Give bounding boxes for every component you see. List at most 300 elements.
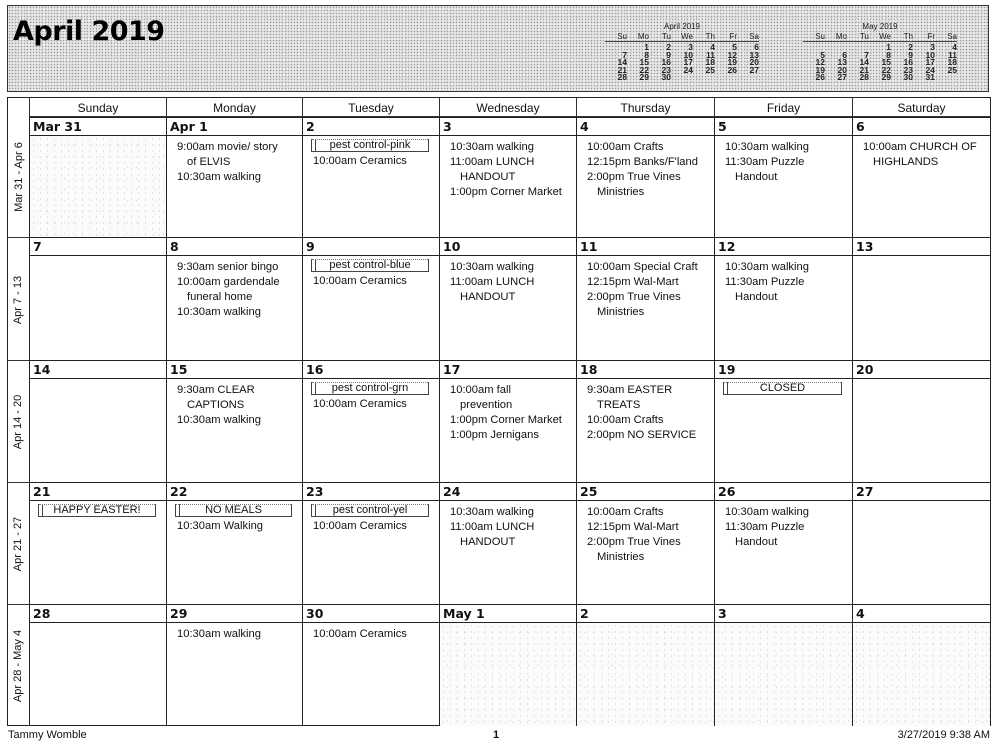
event-title: 2:00pm True Vines — [587, 171, 681, 183]
day-date-label: 2 — [577, 604, 714, 623]
event-title: 2:00pm True Vines — [587, 291, 681, 303]
mini-calendar-day[interactable]: 4 — [952, 42, 957, 52]
event-title: 2:00pm NO SERVICE — [587, 429, 697, 441]
event-item[interactable] — [177, 305, 298, 320]
event-title-continued: CAPTIONS — [187, 399, 245, 411]
mini-calendar-day[interactable]: 28 — [617, 72, 627, 82]
event-item[interactable] — [863, 140, 986, 170]
week-range-text: Apr 14 - 20 — [12, 394, 25, 450]
day-body — [577, 501, 714, 604]
mini-calendar-day[interactable]: 19 — [815, 64, 825, 75]
event-title: 10:30am walking — [450, 261, 534, 273]
out-of-month-shading — [715, 623, 852, 726]
day-date-label: 3 — [715, 604, 852, 623]
day-body — [440, 256, 576, 360]
event-list — [313, 274, 435, 289]
event-item[interactable] — [725, 275, 848, 305]
event-list — [177, 627, 298, 642]
mini-calendar-weekday: Th — [693, 32, 715, 42]
mini-calendar-day[interactable]: 14 — [859, 57, 869, 67]
day-date-label: 10 — [440, 237, 576, 256]
event-item[interactable] — [313, 154, 435, 169]
day-date-label: 21 — [30, 482, 166, 501]
event-title-continued: prevention — [460, 399, 513, 411]
out-of-month-shading — [853, 623, 990, 726]
mini-calendar-day[interactable]: 27 — [749, 64, 759, 75]
event-list — [313, 154, 435, 169]
footer-print-timestamp: 3/27/2019 9:38 AM — [897, 729, 990, 741]
event-item[interactable] — [450, 520, 572, 550]
mini-calendar-day[interactable]: 2 — [666, 42, 671, 52]
day-cell[interactable] — [166, 117, 302, 237]
day-date-label: 18 — [577, 360, 714, 379]
day-cell[interactable] — [576, 604, 714, 726]
day-date-label: 20 — [853, 360, 990, 379]
event-title: 1:00pm Corner Market — [450, 414, 562, 426]
mini-calendar-day[interactable]: 11 — [948, 49, 957, 60]
event-item[interactable] — [313, 274, 435, 289]
mini-calendar-day[interactable]: 6 — [754, 42, 759, 52]
day-cell[interactable] — [714, 360, 852, 482]
event-list — [177, 140, 298, 185]
event-item[interactable] — [450, 260, 572, 275]
event-item[interactable] — [313, 519, 435, 534]
mini-calendar-day[interactable]: 23 — [903, 64, 913, 75]
event-list — [450, 260, 572, 305]
day-cell[interactable] — [852, 604, 990, 726]
event-item[interactable] — [450, 413, 572, 428]
event-title: 12:15pm Wal-Mart — [587, 521, 679, 533]
day-cell[interactable] — [576, 482, 714, 604]
day-header-saturday: Saturday — [852, 97, 990, 117]
mini-calendar-day[interactable]: 9 — [908, 49, 913, 60]
all-day-event-banner[interactable]: HAPPY EASTER! — [38, 504, 156, 517]
mini-calendar-day[interactable]: 23 — [661, 64, 671, 75]
event-list — [177, 260, 298, 320]
event-list — [725, 260, 848, 305]
event-item[interactable] — [313, 627, 435, 642]
event-title: 10:30am walking — [177, 628, 261, 640]
mini-calendar-day[interactable]: 21 — [617, 64, 627, 75]
event-title: 10:00am Crafts — [587, 414, 664, 426]
day-date-label: 11 — [577, 237, 714, 256]
event-item[interactable] — [177, 383, 298, 413]
mini-calendar-weekday: Su — [803, 32, 825, 42]
mini-calendar-day[interactable]: 9 — [666, 49, 671, 60]
page-title: April 2019 — [13, 16, 165, 47]
day-body — [303, 379, 439, 482]
out-of-month-shading — [30, 136, 166, 237]
event-title-continued: HANDOUT — [460, 171, 516, 183]
week-label — [8, 117, 29, 237]
day-cell[interactable] — [852, 237, 990, 360]
mini-calendar-day[interactable]: 25 — [947, 64, 957, 75]
event-item[interactable] — [587, 170, 710, 200]
day-date-label: Apr 1 — [167, 117, 302, 136]
mini-calendar-day[interactable]: 8 — [644, 49, 649, 60]
mini-calendar-day[interactable]: 1 — [886, 42, 891, 52]
mini-calendar-day[interactable]: 30 — [661, 72, 671, 82]
event-item[interactable] — [177, 519, 298, 534]
day-cell[interactable] — [852, 360, 990, 482]
all-day-event-banner[interactable]: pest control-grn — [311, 382, 429, 395]
day-body — [30, 501, 166, 604]
out-of-month-shading — [577, 623, 714, 726]
day-cell[interactable] — [714, 237, 852, 360]
day-date-label: 5 — [715, 117, 852, 136]
mini-calendar-weekday: We — [869, 32, 891, 42]
mini-calendar-day[interactable]: 16 — [903, 57, 913, 67]
day-date-label: 8 — [167, 237, 302, 256]
event-item[interactable] — [450, 275, 572, 305]
mini-calendar-day[interactable]: 21 — [859, 64, 869, 75]
day-cell[interactable] — [29, 482, 166, 604]
day-body — [440, 501, 576, 604]
event-title: 10:30am Walking — [177, 520, 264, 532]
mini-calendar-day[interactable]: 20 — [749, 57, 759, 67]
event-title: 11:00am LUNCH — [450, 521, 535, 533]
day-cell[interactable] — [576, 117, 714, 237]
day-cell[interactable] — [439, 237, 576, 360]
day-date-label: 6 — [853, 117, 990, 136]
event-title: 10:30am walking — [725, 261, 809, 273]
event-item[interactable] — [177, 275, 298, 305]
day-cell[interactable] — [439, 604, 576, 726]
event-item[interactable] — [587, 260, 710, 275]
event-title-continued: Handout — [735, 291, 778, 303]
event-item[interactable] — [587, 428, 710, 443]
day-date-label: 13 — [853, 237, 990, 256]
day-body — [303, 623, 439, 726]
mini-calendar-day[interactable]: 28 — [859, 72, 869, 82]
day-cell[interactable] — [576, 237, 714, 360]
week-label — [8, 482, 29, 605]
footer-page-number: 1 — [493, 729, 500, 741]
event-item[interactable] — [587, 275, 710, 290]
day-body — [577, 136, 714, 237]
day-cell[interactable] — [166, 482, 302, 604]
event-item[interactable] — [450, 140, 572, 155]
event-title-continued: of ELVIS — [187, 156, 231, 168]
event-item[interactable] — [450, 505, 572, 520]
mini-calendar-day[interactable]: 12 — [727, 49, 737, 60]
day-date-label: 29 — [167, 604, 302, 623]
event-list — [725, 505, 848, 550]
day-date-label: 22 — [167, 482, 302, 501]
mini-calendar-day[interactable]: 13 — [837, 57, 847, 67]
event-title: 10:30am walking — [450, 506, 534, 518]
event-title: 10:00am Crafts — [587, 141, 664, 153]
day-body — [853, 256, 990, 360]
event-title: 10:00am Ceramics — [313, 275, 407, 287]
event-title-continued: Handout — [735, 171, 778, 183]
day-cell[interactable] — [166, 604, 302, 726]
event-title-continued: funeral home — [187, 291, 253, 303]
event-item[interactable] — [450, 428, 572, 443]
mini-calendar-title: May 2019 — [862, 22, 898, 31]
event-item[interactable] — [725, 520, 848, 550]
day-date-label: 26 — [715, 482, 852, 501]
day-cell[interactable] — [302, 604, 439, 726]
day-header-monday: Monday — [166, 97, 302, 117]
event-item[interactable] — [725, 140, 848, 155]
event-item[interactable] — [587, 505, 710, 520]
event-item[interactable] — [450, 155, 572, 185]
day-cell[interactable] — [29, 604, 166, 726]
mini-calendar-day[interactable]: 11 — [706, 49, 715, 60]
mini-calendar-day[interactable]: 18 — [947, 57, 957, 67]
event-title: 10:00am Ceramics — [313, 520, 407, 532]
mini-calendar-day — [671, 74, 693, 82]
day-cell[interactable] — [714, 604, 852, 726]
mini-calendar-day[interactable]: 31 — [925, 72, 935, 82]
event-item[interactable] — [177, 627, 298, 642]
all-day-event-banner[interactable]: NO MEALS — [175, 504, 292, 517]
day-cell[interactable] — [439, 117, 576, 237]
mini-calendar-day[interactable]: 24 — [925, 64, 935, 75]
mini-calendar-day[interactable]: 3 — [930, 42, 935, 52]
event-title-continued: HANDOUT — [460, 291, 516, 303]
mini-calendar-day[interactable]: 17 — [925, 57, 935, 67]
mini-calendar-weekday: Tu — [649, 32, 671, 42]
day-date-label: 27 — [853, 482, 990, 501]
event-title-continued: TREATS — [597, 399, 641, 411]
day-cell[interactable] — [166, 360, 302, 482]
event-item[interactable] — [177, 413, 298, 428]
week-label — [8, 604, 29, 727]
mini-calendar-day[interactable]: 6 — [842, 49, 847, 60]
calendar-header — [7, 5, 989, 92]
mini-calendar-day[interactable]: 5 — [820, 49, 825, 60]
mini-calendar-weekday: Mo — [825, 32, 847, 42]
event-item[interactable] — [177, 170, 298, 185]
mini-calendar-day[interactable]: 30 — [903, 72, 913, 82]
day-cell[interactable] — [439, 482, 576, 604]
event-title: 9:30am EASTER — [587, 384, 673, 396]
event-title: 10:30am walking — [450, 141, 534, 153]
mini-calendar-day[interactable]: 29 — [881, 72, 891, 82]
event-title: 9:30am CLEAR — [177, 384, 255, 396]
day-body — [167, 136, 302, 237]
event-item[interactable] — [587, 413, 710, 428]
event-title: 10:00am fall — [450, 384, 511, 396]
mini-calendar-day[interactable]: 15 — [881, 57, 891, 67]
event-title: 10:30am walking — [725, 506, 809, 518]
day-date-label: 2 — [303, 117, 439, 136]
mini-calendar-day[interactable]: 4 — [710, 42, 715, 52]
event-list — [587, 260, 710, 320]
mini-calendar-title: April 2019 — [663, 22, 701, 31]
event-list — [313, 519, 435, 534]
event-item[interactable] — [725, 260, 848, 275]
mini-calendar-day[interactable]: 22 — [639, 64, 649, 75]
event-list — [450, 505, 572, 550]
mini-calendar-day[interactable]: 8 — [886, 49, 891, 60]
day-body — [440, 136, 576, 237]
event-item[interactable] — [587, 383, 710, 413]
mini-calendar-day[interactable]: 13 — [749, 49, 759, 60]
mini-calendar-day[interactable]: 27 — [837, 72, 847, 82]
mini-calendar-may — [803, 22, 957, 82]
event-item[interactable] — [177, 260, 298, 275]
mini-calendar-day[interactable]: 10 — [683, 49, 693, 60]
mini-calendar-day[interactable]: 3 — [688, 42, 693, 52]
week-label — [8, 237, 29, 361]
day-header-sunday: Sunday — [29, 97, 166, 117]
mini-calendar-day — [737, 74, 759, 82]
mini-calendar-day[interactable]: 19 — [727, 57, 737, 67]
mini-calendar-weekday: Sa — [737, 32, 759, 42]
day-date-label: 24 — [440, 482, 576, 501]
day-cell[interactable] — [29, 360, 166, 482]
day-body — [577, 256, 714, 360]
event-item[interactable] — [587, 520, 710, 535]
mini-calendar-day[interactable]: 12 — [815, 57, 825, 67]
event-item[interactable] — [725, 155, 848, 185]
mini-calendar-day[interactable]: 26 — [727, 64, 737, 75]
all-day-event-banner[interactable]: pest control-yel — [311, 504, 429, 517]
day-date-label: 23 — [303, 482, 439, 501]
event-item[interactable] — [450, 185, 572, 200]
week-range-text: Mar 31 - Apr 6 — [12, 142, 25, 212]
day-cell[interactable] — [714, 117, 852, 237]
day-body — [303, 256, 439, 360]
mini-calendar-day[interactable]: 16 — [661, 57, 671, 67]
event-title: 10:00am Ceramics — [313, 155, 407, 167]
all-day-event-banner[interactable]: CLOSED — [723, 382, 842, 395]
all-day-event-banner[interactable]: pest control-pink — [311, 139, 429, 152]
day-body — [303, 136, 439, 237]
day-body — [715, 136, 852, 237]
day-body — [30, 623, 166, 726]
mini-calendar-day[interactable]: 20 — [837, 64, 847, 75]
event-title-continued: Ministries — [597, 186, 645, 198]
mini-calendar-day[interactable]: 15 — [639, 57, 649, 67]
mini-calendar-day[interactable]: 25 — [705, 64, 715, 75]
event-list — [313, 627, 435, 642]
day-date-label: 25 — [577, 482, 714, 501]
mini-calendar-day[interactable]: 7 — [864, 49, 869, 60]
mini-calendar-weekday: Fr — [913, 32, 935, 42]
event-item[interactable] — [587, 140, 710, 155]
day-date-label: 4 — [853, 604, 990, 623]
day-date-label: 30 — [303, 604, 439, 623]
event-list — [177, 519, 298, 534]
mini-calendar-day[interactable]: 18 — [705, 57, 715, 67]
event-list — [863, 140, 986, 170]
day-cell[interactable] — [852, 117, 990, 237]
all-day-event-banner[interactable]: pest control-blue — [311, 259, 429, 272]
mini-calendar-day[interactable]: 7 — [622, 49, 627, 60]
event-item[interactable] — [587, 155, 710, 170]
day-body — [303, 501, 439, 604]
day-body — [30, 256, 166, 360]
event-title: 10:00am gardendale — [177, 276, 280, 288]
mini-calendar-day[interactable]: 22 — [881, 64, 891, 75]
day-cell[interactable] — [714, 482, 852, 604]
event-title: 12:15pm Banks/F'land — [587, 156, 698, 168]
day-cell[interactable] — [302, 360, 439, 482]
day-header-friday: Friday — [714, 97, 852, 117]
event-item[interactable] — [313, 397, 435, 412]
mini-calendar-weekday: Th — [891, 32, 913, 42]
out-of-month-shading — [440, 623, 576, 726]
day-cell[interactable] — [302, 482, 439, 604]
day-date-label: May 1 — [440, 604, 576, 623]
mini-calendar-day[interactable]: 14 — [617, 57, 627, 67]
day-body — [167, 501, 302, 604]
event-title-continued: HANDOUT — [460, 536, 516, 548]
day-cell[interactable] — [439, 360, 576, 482]
day-cell[interactable] — [29, 237, 166, 360]
event-list — [177, 383, 298, 428]
week-range-text: Apr 21 - 27 — [12, 516, 25, 572]
day-date-label: 16 — [303, 360, 439, 379]
day-body — [853, 501, 990, 604]
day-body — [167, 256, 302, 360]
event-item[interactable] — [177, 140, 298, 170]
event-item[interactable] — [450, 383, 572, 413]
day-body — [715, 501, 852, 604]
day-cell[interactable] — [302, 237, 439, 360]
day-cell[interactable] — [29, 117, 166, 237]
day-header-wednesday: Wednesday — [439, 97, 576, 117]
event-title: 9:30am senior bingo — [177, 261, 279, 273]
day-date-label: 19 — [715, 360, 852, 379]
event-item[interactable] — [587, 535, 710, 565]
event-title: 10:00am Ceramics — [313, 628, 407, 640]
event-list — [587, 140, 710, 200]
week-range-text: Apr 28 - May 4 — [12, 629, 25, 703]
day-cell[interactable] — [852, 482, 990, 604]
event-list — [587, 383, 710, 443]
day-cell[interactable] — [166, 237, 302, 360]
event-title-continued: HIGHLANDS — [873, 156, 939, 168]
mini-calendar-day[interactable]: 17 — [683, 57, 693, 67]
event-title: 10:30am walking — [177, 306, 261, 318]
mini-calendar-day[interactable]: 1 — [644, 42, 649, 52]
day-date-label: 12 — [715, 237, 852, 256]
day-cell[interactable] — [302, 117, 439, 237]
mini-calendar-weekday: Su — [605, 32, 627, 42]
mini-calendar-day[interactable]: 26 — [815, 72, 825, 82]
week-label — [8, 360, 29, 483]
event-list — [450, 383, 572, 443]
day-body — [577, 379, 714, 482]
mini-calendar-day[interactable]: 2 — [908, 42, 913, 52]
day-body — [440, 379, 576, 482]
day-cell[interactable] — [576, 360, 714, 482]
event-item[interactable] — [587, 290, 710, 320]
event-title: 10:00am Ceramics — [313, 398, 407, 410]
day-header-tuesday: Tuesday — [302, 97, 439, 117]
event-item[interactable] — [725, 505, 848, 520]
mini-calendar-weekday: We — [671, 32, 693, 42]
day-body — [715, 256, 852, 360]
event-title: 10:30am walking — [177, 171, 261, 183]
mini-calendar-weekday: Sa — [935, 32, 957, 42]
event-title: 11:30am Puzzle — [725, 521, 805, 533]
event-list — [725, 140, 848, 185]
mini-calendar-day[interactable]: 29 — [639, 72, 649, 82]
event-title: 10:30am walking — [177, 414, 261, 426]
mini-calendar-day[interactable]: 24 — [683, 64, 693, 75]
event-title: 10:00am Special Craft — [587, 261, 698, 273]
mini-calendar-day[interactable]: 10 — [925, 49, 935, 60]
mini-calendar-weekday: Fr — [715, 32, 737, 42]
day-date-label: 17 — [440, 360, 576, 379]
mini-calendar-day[interactable]: 5 — [732, 42, 737, 52]
